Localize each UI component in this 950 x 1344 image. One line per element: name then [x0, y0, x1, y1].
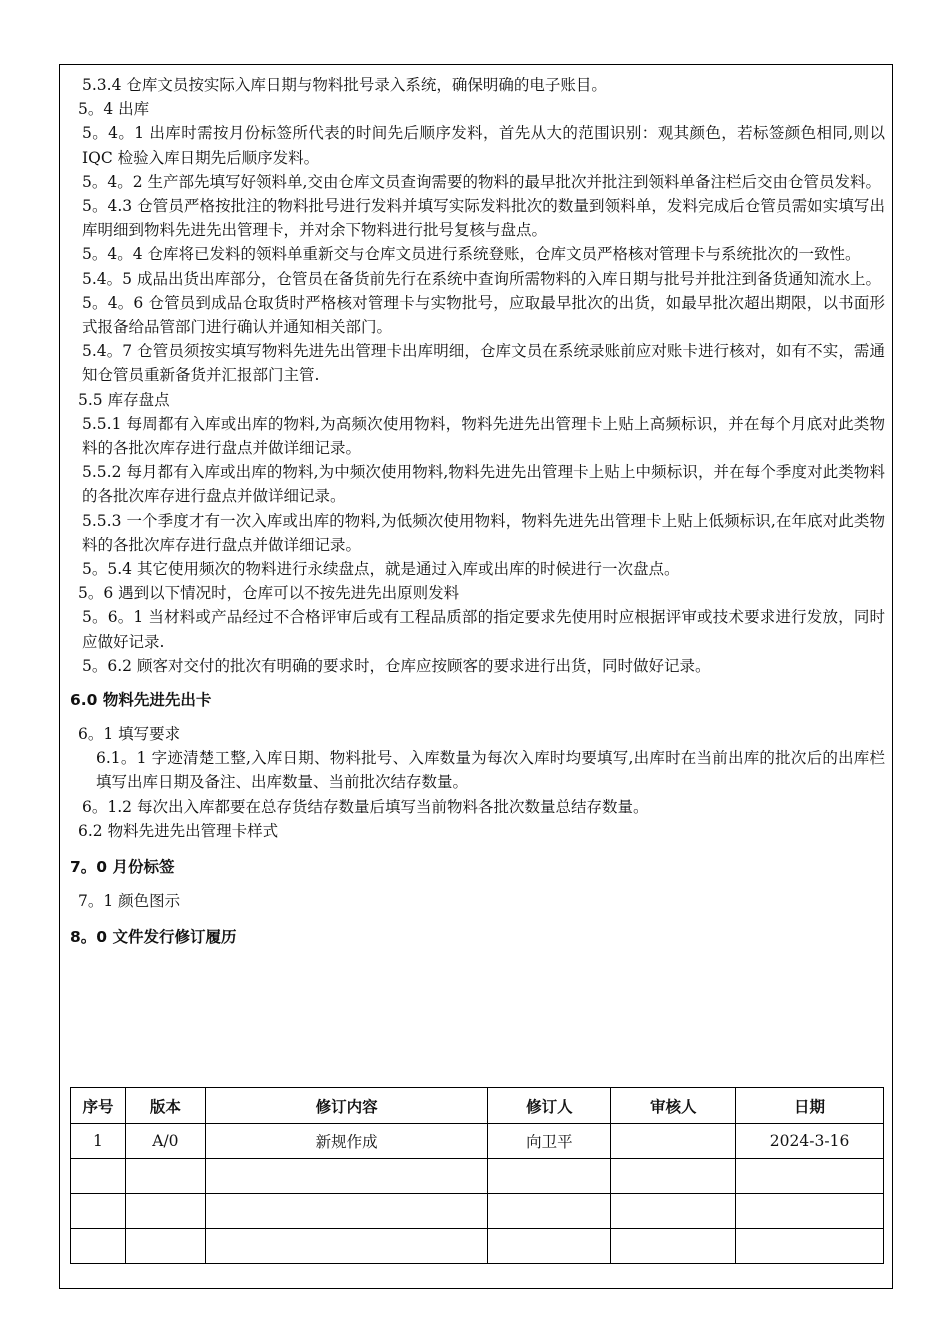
paragraph: 5。5.4 其它使用频次的物料进行永续盘点，就是通过入库或出库的时候进行一次盘点。 [82, 560, 680, 579]
table-row [71, 1124, 884, 1159]
section6-paragraphs [70, 722, 885, 843]
cell-version [125, 1229, 205, 1264]
header-seq: 序号 [71, 1088, 126, 1124]
table-row [71, 1229, 884, 1264]
cell-reviewer [611, 1159, 736, 1194]
cell-reviewer [611, 1229, 736, 1264]
paragraph: 6.1。1 字迹清楚工整,入库日期、物料批号、入库数量为每次入库时均要填写,出库时在当前出库的批次后的出库栏填写出库日期及备注、出库数量、当前批次结存数量。 [96, 749, 885, 792]
paragraph: 5.5.1 每周都有入库或出库的物料,为高频次使用物料，物料先进先出管理卡上贴上高频标识，并在每个月底对此类物料的各批次库存进行盘点并做详细记录。 [82, 414, 885, 458]
cell-version [125, 1194, 205, 1229]
cell-content [205, 1159, 488, 1194]
cell-seq [71, 1229, 126, 1264]
cell-content [205, 1229, 488, 1264]
header-version: 版本 [125, 1088, 205, 1124]
cell-seq [71, 1194, 126, 1229]
header-reviser: 修订人 [488, 1088, 611, 1124]
paragraph: 5。4。4 仓库将已发料的领料单重新交与仓库文员进行系统登账，仓库文员严格核对管理卡与系统批次的一致性。 [82, 245, 861, 264]
paragraph: 5。4 出库 [78, 100, 150, 119]
cell-seq: 1 [71, 1124, 126, 1159]
cell-content [205, 1194, 488, 1229]
paragraph: 6.2 物料先进先出管理卡样式 [78, 821, 279, 840]
document-body [70, 73, 885, 949]
cell-content: 新规作成 [205, 1124, 488, 1159]
paragraph: 5.4。5 成品出货出库部分，仓管员在备货前先行在系统中查询所需物料的入库日期与批号并批注到备货通知流水上。 [82, 269, 881, 288]
table-header-row [71, 1088, 884, 1124]
paragraph: 5。6 遇到以下情况时，仓库可以不按先进先出原则发料 [78, 584, 460, 603]
paragraph: 5.5.2 每月都有入库或出库的物料,为中频次使用物料,物料先进先出管理卡上贴上中频标识，并在每个季度对此类物料的各批次库存进行盘点并做详细记录。 [82, 463, 885, 506]
section8-heading: 8。0 文件发行修订履历 [70, 928, 237, 947]
document-frame [59, 64, 893, 1289]
section6-heading: 6.0 物料先进先出卡 [70, 691, 212, 710]
header-date: 日期 [736, 1088, 884, 1124]
table-row [71, 1159, 884, 1194]
paragraph: 5。4。6 仓管员到成品仓取货时严格核对管理卡与实物批号，应取最早批次的出货，如最早批次超出期限，以书面形式报备给品管部门进行确认并通知相关部门。 [82, 293, 885, 337]
paragraph: 5。6。1 当材料或产品经过不合格评审后或有工程品质部的指定要求先使用时应根据评审或技术要求进行发放，同时应做好记录. [82, 608, 885, 651]
header-content: 修订内容 [205, 1088, 488, 1124]
revision-history-table [70, 1087, 884, 1264]
paragraph: 6。1 填写要求 [78, 725, 181, 744]
cell-seq [71, 1159, 126, 1194]
cell-reviewer [611, 1124, 736, 1159]
paragraph: 5。6.2 顾客对交付的批次有明确的要求时，仓库应按顾客的要求进行出货，同时做好记录。 [82, 656, 711, 675]
table-body [71, 1124, 884, 1264]
cell-reviser: 向卫平 [488, 1124, 611, 1159]
cell-version: A/0 [125, 1124, 205, 1159]
paragraph: 5.4。7 仓管员须按实填写物料先进先出管理卡出库明细，仓库文员在系统录账前应对账卡进行核对，如有不实，需通知仓管员重新备货并汇报部门主管. [82, 342, 885, 385]
cell-date [736, 1194, 884, 1229]
paragraph: 5。4。2 生产部先填写好领料单,交由仓库文员查询需要的物料的最早批次并批注到领料单备注栏后交由仓管员发料。 [82, 172, 881, 191]
cell-reviser [488, 1159, 611, 1194]
paragraph: 5。4。1 出库时需按月份标签所代表的时间先后顺序发料，首先从大的范围识别：观其颜色，若标签颜色相同,则以 IQC 检验入库日期先后顺序发料。 [82, 124, 885, 167]
cell-date [736, 1229, 884, 1264]
table-row [71, 1194, 884, 1229]
section5-paragraphs [70, 73, 885, 678]
paragraph: 5。4.3 仓管员严格按批注的物料批号进行发料并填写实际发料批次的数量到领料单，发料完成后仓管员需如实填写出库明细到物料先进先出管理卡，并对余下物料进行批号复核与盘点。 [82, 197, 885, 240]
cell-reviewer [611, 1194, 736, 1229]
paragraph: 5.3.4 仓库文员按实际入库日期与物料批号录入系统，确保明确的电子账目。 [82, 76, 607, 94]
paragraph: 5.5.3 一个季度才有一次入库或出库的物料,为低频次使用物料，物料先进先出管理卡上贴上低频标识,在年底对此类物料的各批次库存进行盘点并做详细记录。 [82, 511, 885, 554]
cell-date: 2024-3-16 [736, 1124, 884, 1159]
section7-paragraphs [70, 889, 885, 913]
cell-reviser [488, 1229, 611, 1264]
paragraph: 7。1 颜色图示 [78, 892, 181, 911]
cell-date [736, 1159, 884, 1194]
paragraph: 5.5 库存盘点 [78, 390, 170, 409]
cell-reviser [488, 1194, 611, 1229]
header-reviewer: 审核人 [611, 1088, 736, 1124]
paragraph: 6。1.2 每次出入库都要在总存货结存数量后填写当前物料各批次数量总结存数量。 [82, 797, 649, 816]
cell-version [125, 1159, 205, 1194]
section7-heading: 7。0 月份标签 [70, 858, 175, 877]
